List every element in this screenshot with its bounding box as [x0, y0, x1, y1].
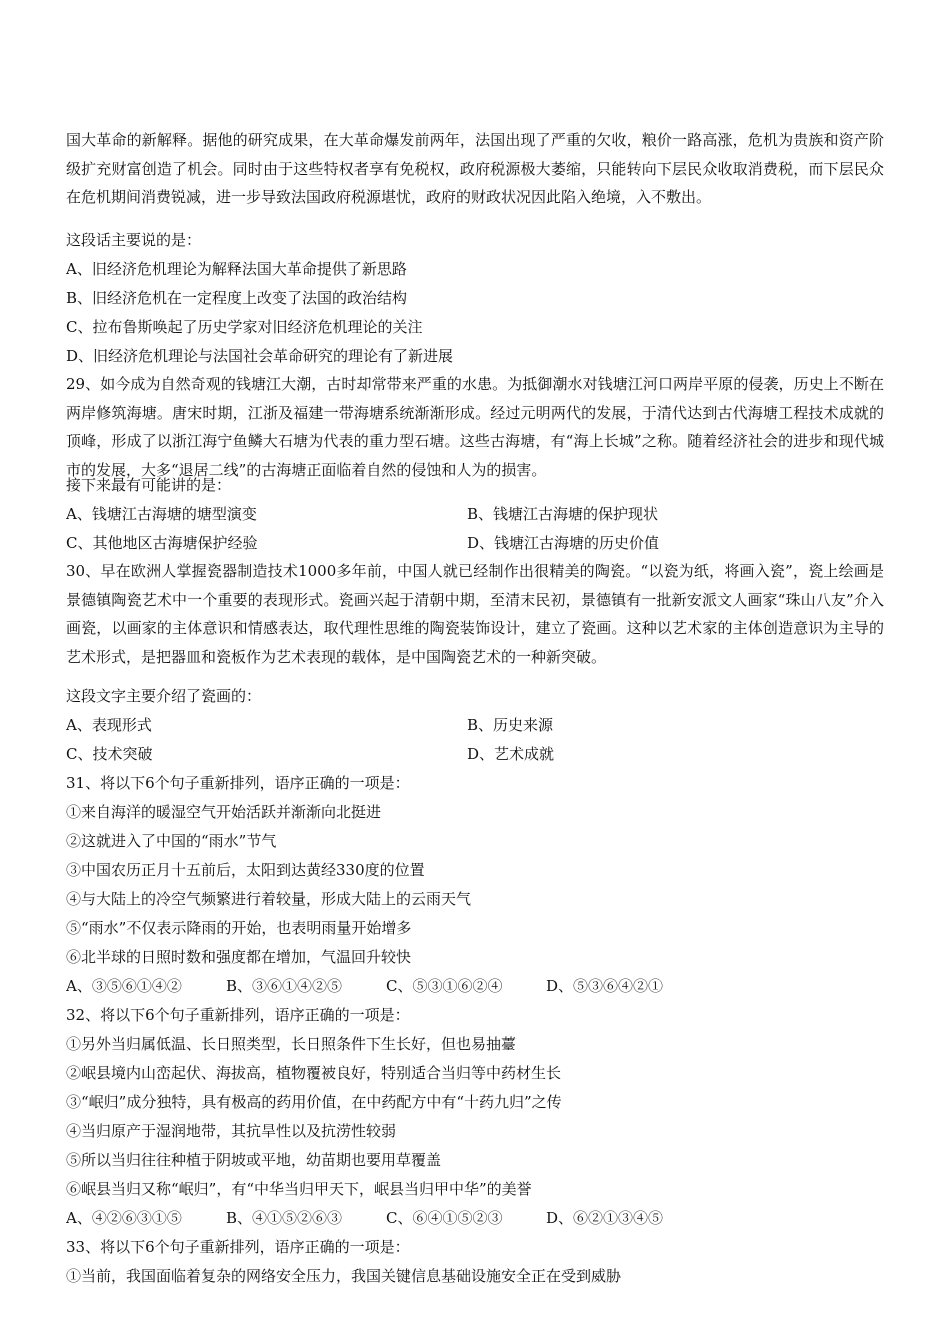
q29-prompt: 接下来最有可能讲的是： [66, 476, 232, 494]
q30-option-d: D、艺术成就 [467, 745, 555, 763]
q29-option-d: D、钱塘江古海塘的历史价值 [467, 534, 660, 552]
q28-passage: 国大革命的新解释。据他的研究成果，在大革命爆发前两年，法国出现了严重的欠收，粮价一路高涨，危机为贵族和资产阶级扩充财富创造了机会。同时由于这些特权者享有免税权，政府税源极大萎缩，只能转向下层民众收取消费税，而下层民众在危机期间消费锐减，进一步导致法国政府税源堪忧，政府的财政状况因此陷入绝境，入不敷出。 [66, 131, 884, 206]
q32-sentence-5: ⑤所以当归往往种植于阴坡或平地，幼苗期也要用草覆盖 [66, 1151, 442, 1169]
q31-sentence-6: ⑥北半球的日照时数和强度都在增加，气温回升较快 [66, 948, 412, 966]
q32-sentence-4: ④当归原产于湿润地带，其抗旱性以及抗涝性较弱 [66, 1122, 397, 1140]
q31-sentence-3: ③中国农历正月十五前后，太阳到达黄经330度的位置 [66, 861, 425, 879]
q32-options [66, 1208, 663, 1228]
q28-option-a: A、旧经济危机理论为解释法国大革命提供了新思路 [66, 260, 407, 278]
q32-sentence-3: ③“岷归”成分独特，具有极高的药用价值，在中药配方中有“十药九归”之传 [66, 1093, 562, 1111]
q30-prompt: 这段文字主要介绍了瓷画的： [66, 687, 262, 705]
q28-option-b: B、旧经济危机在一定程度上改变了法国的政治结构 [66, 289, 408, 307]
q31-sentence-5: ⑤“雨水”不仅表示降雨的开始，也表明雨量开始增多 [66, 919, 412, 937]
q33-stem: 33、将以下6个句子重新排列，语序正确的一项是： [66, 1238, 410, 1256]
q32-option-d: D、⑥②①③④⑤ [546, 1209, 664, 1227]
q32-sentence-1: ①另外当归属低温、长日照类型，长日照条件下生长好，但也易抽薹 [66, 1035, 517, 1053]
q32-option-b: B、④①⑤②⑥③ [226, 1209, 343, 1227]
q30-option-a: A、表现形式 [66, 716, 152, 734]
q32-option-c: C、⑥④①⑤②③ [386, 1209, 503, 1227]
q31-options [66, 976, 663, 996]
q30-passage: 30、早在欧洲人掌握瓷器制造技术1000多年前，中国人就已经制作出很精美的陶瓷。“以瓷为纸，将画入瓷”，瓷上绘画是景德镇陶瓷艺术中一个重要的表现形式。瓷画兴起于清朝中期，至清末民初，景德镇有一批新安派文人画家“珠山八友”介入画瓷，以画家的主体意识和情感表达，取代理性思维的陶瓷装饰设计，建立了瓷画。这种以艺术家的主体创造意识为主导的艺术形式，是把器皿和瓷板作为艺术表现的载体，是中国陶瓷艺术的一种新突破。 [66, 562, 884, 666]
q31-option-d: D、⑤③⑥④②① [546, 977, 664, 995]
q31-option-c: C、⑤③①⑥②④ [386, 977, 503, 995]
q30-option-b: B、历史来源 [467, 716, 554, 734]
q31-option-a: A、③⑤⑥①④② [66, 977, 182, 995]
q32-sentence-6: ⑥岷县当归又称“岷归”，有“中华当归甲天下，岷县当归甲中华”的美誉 [66, 1180, 532, 1198]
q28-option-c: C、拉布鲁斯唤起了历史学家对旧经济危机理论的关注 [66, 318, 423, 336]
q32-stem: 32、将以下6个句子重新排列，语序正确的一项是： [66, 1006, 410, 1024]
q32-sentence-2: ②岷县境内山峦起伏、海拔高，植物覆被良好，特别适合当归等中药材生长 [66, 1064, 562, 1082]
q30-option-c: C、技术突破 [66, 745, 153, 763]
q28-prompt: 这段话主要说的是： [66, 231, 202, 249]
q31-option-b: B、③⑥①④②⑤ [226, 977, 343, 995]
q29-passage: 29、如今成为自然奇观的钱塘江大潮，古时却常带来严重的水患。为抵御潮水对钱塘江河口两岸平原的侵袭，历史上不断在两岸修筑海塘。唐宋时期，江浙及福建一带海塘系统渐渐形成。经过元明两代的发展，于清代达到古代海塘工程技术成就的顶峰，形成了以浙江海宁鱼鳞大石塘为代表的重力型石塘。这些古海塘，有“海上长城”之称。随着经济社会的进步和现代城市的发展，大多“退居二线”的古海塘正面临着自然的侵蚀和人为的损害。 [66, 375, 884, 479]
q29-option-b: B、钱塘江古海塘的保护现状 [467, 505, 659, 523]
q31-sentence-2: ②这就进入了中国的“雨水”节气 [66, 832, 277, 850]
q31-stem: 31、将以下6个句子重新排列，语序正确的一项是： [66, 774, 410, 792]
q29-option-c: C、其他地区古海塘保护经验 [66, 534, 258, 552]
q32-option-a: A、④②⑥③①⑤ [66, 1209, 182, 1227]
q33-sentence-1: ①当前，我国面临着复杂的网络安全压力，我国关键信息基础设施安全正在受到威胁 [66, 1267, 622, 1285]
q31-sentence-4: ④与大陆上的冷空气频繁进行着较量，形成大陆上的云雨天气 [66, 890, 472, 908]
q29-option-a: A、钱塘江古海塘的塘型演变 [66, 505, 257, 523]
q31-sentence-1: ①来自海洋的暖湿空气开始活跃并渐渐向北挺进 [66, 803, 382, 821]
q28-option-d: D、旧经济危机理论与法国社会革命研究的理论有了新进展 [66, 347, 454, 365]
